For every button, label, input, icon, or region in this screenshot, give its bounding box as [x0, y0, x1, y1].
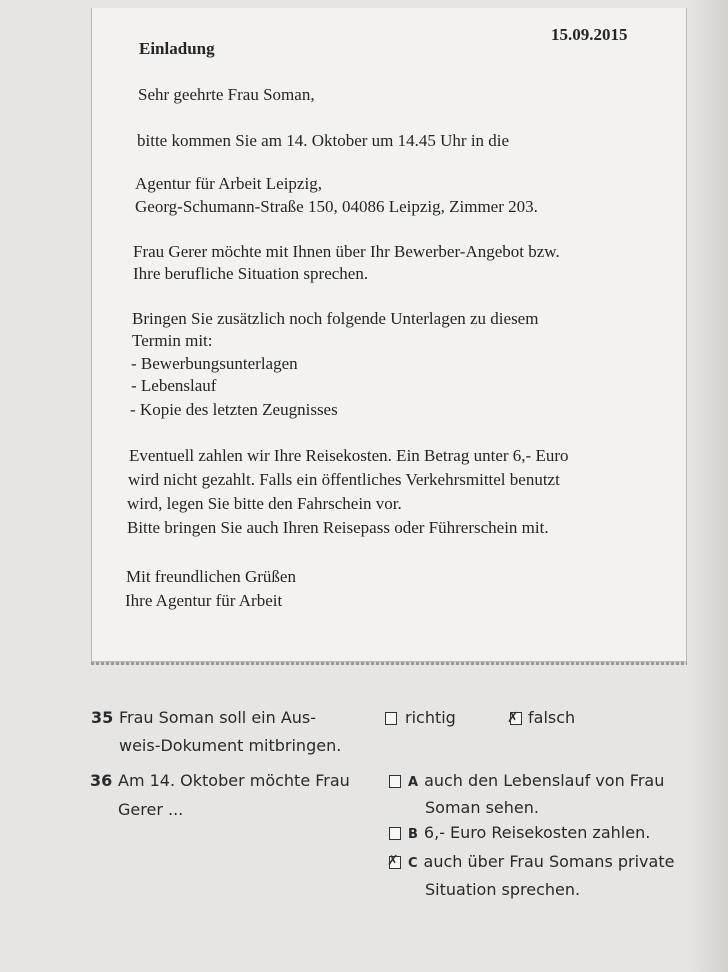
checkbox-richtig[interactable] — [385, 712, 397, 725]
letter-address: Agentur für Arbeit Leipzig, — [135, 174, 322, 193]
letter-list-item: - Lebenslauf — [131, 376, 217, 395]
letter-list-item: - Bewerbungsunterlagen — [131, 354, 298, 373]
option-label: richtig — [405, 708, 456, 727]
question-text: weis-Dokument mitbringen. — [119, 736, 342, 755]
question-number: 36 — [90, 771, 113, 790]
option-a: A auch den Lebenslauf von Frau — [408, 771, 665, 790]
letter-salutation: Sehr geehrte Frau Soman, — [138, 85, 315, 104]
option-a-continued: Soman sehen. — [425, 798, 539, 817]
question-text: Am 14. Oktober möchte Frau — [118, 771, 350, 790]
cut-line-divider — [91, 662, 687, 665]
invitation-letter — [91, 8, 687, 662]
page-edge-shadow — [688, 0, 728, 972]
letter-line: wird nicht gezahlt. Falls ein öffentliches Verkehrsmittel benutzt — [128, 470, 560, 489]
letter-line: Ihre berufliche Situation sprechen. — [133, 264, 369, 283]
question-number: 35 — [91, 708, 114, 727]
letter-list-item: - Kopie des letzten Zeugnisses — [130, 400, 338, 419]
letter-line: Eventuell zahlen wir Ihre Reisekosten. Ein Betrag unter 6,- Euro — [129, 446, 569, 465]
option-b: B 6,- Euro Reisekosten zahlen. — [408, 823, 651, 842]
letter-title: Einladung — [139, 39, 215, 58]
check-mark-icon: ✗ — [387, 853, 399, 869]
letter-closing: Mit freundlichen Grüßen — [126, 567, 296, 586]
question-text: Frau Soman soll ein Aus- — [119, 708, 317, 727]
letter-address: Georg-Schumann-Straße 150, 04086 Leipzig, Zimmer 203. — [135, 197, 538, 216]
checkbox-a[interactable] — [389, 775, 401, 788]
letter-line: Termin mit: — [132, 331, 213, 350]
letter-line: Bitte bringen Sie auch Ihren Reisepass oder Führerschein mit. — [127, 518, 549, 537]
letter-line: wird, legen Sie bitte den Fahrschein vor. — [127, 494, 402, 513]
letter-signature: Ihre Agentur für Arbeit — [125, 591, 283, 610]
checkbox-b[interactable] — [389, 827, 401, 840]
letter-line: bitte kommen Sie am 14. Oktober um 14.45 Uhr in die — [137, 131, 510, 150]
letter-line: Frau Gerer möchte mit Ihnen über Ihr Bewerber-Angebot bzw. — [133, 242, 560, 261]
question-text: Gerer ... — [118, 800, 184, 819]
letter-date: 15.09.2015 — [551, 25, 628, 44]
check-mark-icon: ✗ — [507, 710, 519, 726]
option-c: C auch über Frau Somans private — [408, 852, 675, 871]
option-label: falsch — [528, 708, 576, 727]
letter-line: Bringen Sie zusätzlich noch folgende Unterlagen zu diesem — [132, 309, 539, 328]
option-c-continued: Situation sprechen. — [425, 880, 581, 899]
